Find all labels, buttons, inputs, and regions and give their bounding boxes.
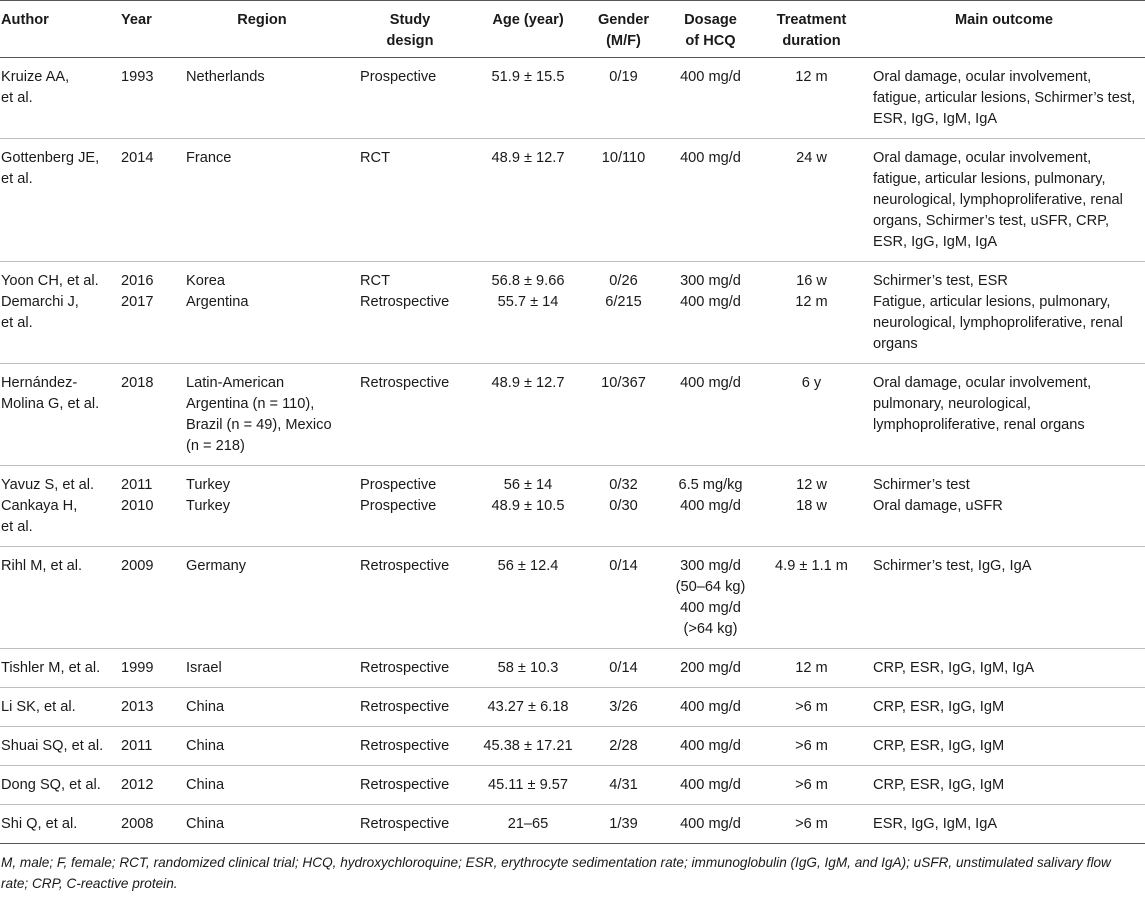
cell-dosage-line: 200 mg/d	[680, 660, 741, 676]
cell-treatment-duration-line: 24 w	[796, 150, 827, 166]
cell-age-line: 56.8 ± 9.66	[491, 273, 565, 289]
cell-study-design	[350, 727, 470, 766]
cell-author-line: Tishler M, et al.	[1, 660, 101, 676]
cell-age-line: 45.38 ± 17.21	[483, 738, 573, 754]
cell-year	[118, 139, 174, 262]
cell-author	[0, 688, 118, 727]
table-footnote	[0, 844, 1145, 894]
cell-year	[118, 58, 174, 139]
cell-main-outcome	[863, 649, 1145, 688]
cell-age	[470, 466, 586, 547]
cell-age-line: 48.9 ± 10.5	[491, 498, 565, 514]
cell-author	[0, 466, 118, 547]
cell-main-outcome-line: fatigue, articular lesions, Schirmer’s test,	[873, 90, 1136, 106]
cell-region	[174, 547, 350, 649]
cell-dosage-line: 300 mg/d	[680, 273, 741, 289]
cell-study-design-line: RCT	[360, 150, 390, 166]
cell-gender-line: 0/19	[609, 69, 638, 85]
cell-dosage-line: 400 mg/d	[680, 699, 741, 715]
cell-region-line: Korea	[186, 273, 225, 289]
cell-dosage-line: 400 mg/d	[680, 777, 741, 793]
cell-year-line: 2011	[121, 477, 153, 493]
cell-treatment-duration	[760, 688, 863, 727]
cell-treatment-duration-line: 4.9 ± 1.1 m	[775, 558, 848, 574]
cell-author	[0, 766, 118, 805]
header-dosage-line: of HCQ	[685, 33, 736, 49]
cell-gender-line: 0/14	[609, 558, 638, 574]
cell-main-outcome	[863, 727, 1145, 766]
cell-age	[470, 766, 586, 805]
header-duration-line: Treatment	[776, 12, 847, 28]
cell-author-line: Dong SQ, et al.	[1, 777, 101, 793]
cell-gender-line: 2/28	[609, 738, 638, 754]
cell-main-outcome-line: ESR, IgG, IgM, IgA	[873, 234, 998, 250]
table-row	[0, 805, 1145, 844]
cell-main-outcome-line: CRP, ESR, IgG, IgM	[873, 777, 1005, 793]
cell-gender	[586, 139, 661, 262]
cell-treatment-duration	[760, 727, 863, 766]
cell-age-line: 55.7 ± 14	[497, 294, 559, 310]
cell-study-design	[350, 766, 470, 805]
cell-author-line: et al.	[1, 519, 33, 535]
cell-region-line: Turkey	[186, 477, 231, 493]
cell-region-line: Argentina	[186, 294, 249, 310]
cell-study-design	[350, 262, 470, 364]
cell-study-design-line: Prospective	[360, 498, 437, 514]
cell-treatment-duration	[760, 466, 863, 547]
cell-author-line: Shuai SQ, et al.	[1, 738, 104, 754]
cell-author	[0, 364, 118, 466]
cell-study-design-line: Retrospective	[360, 816, 450, 832]
cell-year	[118, 649, 174, 688]
cell-study-design	[350, 58, 470, 139]
cell-main-outcome	[863, 58, 1145, 139]
cell-author-line: Cankaya H,	[1, 498, 78, 514]
cell-study-design-line: Prospective	[360, 477, 437, 493]
header-gender-line: Gender	[597, 12, 650, 28]
cell-author-line: Molina G, et al.	[1, 396, 100, 412]
cell-author-line: Yoon CH, et al.	[1, 273, 99, 289]
cell-treatment-duration	[760, 766, 863, 805]
header-region: Region	[174, 1, 350, 58]
cell-gender	[586, 364, 661, 466]
cell-main-outcome-line: Schirmer’s test, ESR	[873, 273, 1008, 289]
cell-age	[470, 547, 586, 649]
cell-study-design-line: Retrospective	[360, 660, 450, 676]
cell-treatment-duration-line: 12 m	[795, 660, 828, 676]
cell-region	[174, 688, 350, 727]
cell-gender-line: 3/26	[609, 699, 638, 715]
table-row	[0, 58, 1145, 139]
cell-main-outcome-line: ESR, IgG, IgM, IgA	[873, 111, 998, 127]
cell-region-line: Israel	[186, 660, 222, 676]
cell-dosage-line: 400 mg/d	[680, 738, 741, 754]
header-dosage	[661, 1, 760, 58]
cell-main-outcome-line: fatigue, articular lesions, pulmonary,	[873, 171, 1106, 187]
cell-year-line: 2011	[121, 738, 153, 754]
cell-year	[118, 727, 174, 766]
cell-main-outcome-line: Oral damage, uSFR	[873, 498, 1003, 514]
cell-study-design-line: Retrospective	[360, 294, 450, 310]
cell-author	[0, 649, 118, 688]
cell-treatment-duration-line: 16 w	[796, 273, 827, 289]
cell-region-line: France	[186, 150, 232, 166]
cell-age-line: 48.9 ± 12.7	[491, 150, 565, 166]
table-row	[0, 139, 1145, 262]
cell-region-line: China	[186, 777, 225, 793]
cell-dosage-line: 400 mg/d	[680, 69, 741, 85]
cell-gender-line: 4/31	[609, 777, 638, 793]
cell-year-line: 2013	[121, 699, 154, 715]
cell-main-outcome-line: pulmonary, neurological,	[873, 396, 1031, 412]
cell-region-line: Turkey	[186, 498, 231, 514]
cell-age	[470, 262, 586, 364]
cell-author	[0, 262, 118, 364]
cell-main-outcome-line: Fatigue, articular lesions, pulmonary,	[873, 294, 1111, 310]
cell-treatment-duration-line: 12 w	[796, 477, 827, 493]
cell-main-outcome	[863, 466, 1145, 547]
cell-gender	[586, 262, 661, 364]
cell-dosage-line: 400 mg/d	[680, 600, 741, 616]
cell-treatment-duration-line: >6 m	[795, 816, 828, 832]
cell-region-line: Argentina (n = 110),	[186, 396, 315, 412]
cell-treatment-duration-line: >6 m	[795, 738, 828, 754]
header-main-outcome: Main outcome	[863, 1, 1145, 58]
cell-year-line: 2017	[121, 294, 154, 310]
header-author: Author	[0, 1, 118, 58]
cell-main-outcome-line: CRP, ESR, IgG, IgM	[873, 738, 1005, 754]
cell-dosage	[661, 139, 760, 262]
cell-age-line: 56 ± 14	[503, 477, 553, 493]
cell-region	[174, 466, 350, 547]
cell-region-line: (n = 218)	[186, 438, 245, 454]
cell-age	[470, 649, 586, 688]
cell-region-line: China	[186, 816, 225, 832]
header-gender-line: (M/F)	[606, 33, 641, 49]
cell-age-line: 51.9 ± 15.5	[491, 69, 565, 85]
header-treatment-duration	[760, 1, 863, 58]
cell-main-outcome-line: lymphoproliferative, renal organs	[873, 417, 1085, 433]
cell-main-outcome	[863, 805, 1145, 844]
header-study-design-line: design	[386, 33, 434, 49]
cell-age-line: 43.27 ± 6.18	[487, 699, 569, 715]
cell-age-line: 58 ± 10.3	[497, 660, 559, 676]
cell-region-line: China	[186, 699, 225, 715]
cell-main-outcome-line: neurological, lymphoproliferative, renal	[873, 315, 1123, 331]
cell-dosage	[661, 688, 760, 727]
cell-year-line: 2014	[121, 150, 154, 166]
cell-main-outcome	[863, 547, 1145, 649]
cell-study-design-line: Retrospective	[360, 375, 450, 391]
cell-gender	[586, 727, 661, 766]
cell-year	[118, 688, 174, 727]
cell-age-line: 21–65	[507, 816, 549, 832]
cell-treatment-duration-line: >6 m	[795, 699, 828, 715]
cell-year	[118, 364, 174, 466]
cell-study-design-line: Retrospective	[360, 738, 450, 754]
cell-main-outcome	[863, 364, 1145, 466]
footnote-line: rate; CRP, C-reactive protein.	[1, 876, 178, 891]
cell-study-design-line: Retrospective	[360, 777, 450, 793]
table-row	[0, 364, 1145, 466]
cell-dosage-line: 400 mg/d	[680, 816, 741, 832]
cell-gender	[586, 649, 661, 688]
cell-year-line: 2018	[121, 375, 154, 391]
cell-author-line: et al.	[1, 90, 33, 106]
cell-gender-line: 10/110	[601, 150, 646, 166]
cell-region-line: China	[186, 738, 225, 754]
cell-dosage-line: (50–64 kg)	[675, 579, 746, 595]
cell-age-line: 45.11 ± 9.57	[488, 777, 568, 793]
cell-dosage	[661, 805, 760, 844]
cell-region	[174, 139, 350, 262]
cell-study-design	[350, 466, 470, 547]
cell-region-line: Latin-American	[186, 375, 285, 391]
cell-gender	[586, 688, 661, 727]
cell-age	[470, 139, 586, 262]
cell-dosage-line: 400 mg/d	[680, 150, 741, 166]
cell-treatment-duration	[760, 364, 863, 466]
cell-main-outcome-line: Schirmer’s test, IgG, IgA	[873, 558, 1032, 574]
cell-region	[174, 727, 350, 766]
table-row	[0, 547, 1145, 649]
cell-year	[118, 466, 174, 547]
cell-dosage	[661, 766, 760, 805]
cell-author-line: et al.	[1, 171, 33, 187]
cell-main-outcome-line: organs	[873, 336, 918, 352]
table-row	[0, 262, 1145, 364]
table-row	[0, 766, 1145, 805]
cell-author-line: Gottenberg JE,	[1, 150, 100, 166]
cell-gender	[586, 466, 661, 547]
cell-dosage-line: (>64 kg)	[683, 621, 738, 637]
table-row	[0, 688, 1145, 727]
cell-age	[470, 805, 586, 844]
cell-author-line: Rihl M, et al.	[1, 558, 83, 574]
cell-author	[0, 727, 118, 766]
cell-main-outcome	[863, 766, 1145, 805]
cell-dosage	[661, 466, 760, 547]
cell-study-design-line: Retrospective	[360, 558, 450, 574]
header-year: Year	[118, 1, 174, 58]
cell-main-outcome	[863, 262, 1145, 364]
cell-region	[174, 364, 350, 466]
cell-gender-line: 6/215	[605, 294, 642, 310]
cell-gender-line: 0/26	[609, 273, 638, 289]
cell-main-outcome-line: Oral damage, ocular involvement,	[873, 69, 1092, 85]
table-row	[0, 649, 1145, 688]
cell-author	[0, 139, 118, 262]
cell-age	[470, 688, 586, 727]
cell-region	[174, 262, 350, 364]
cell-year-line: 2010	[121, 498, 154, 514]
cell-region	[174, 805, 350, 844]
cell-age	[470, 58, 586, 139]
cell-author-line: Shi Q, et al.	[1, 816, 78, 832]
cell-region-line: Brazil (n = 49), Mexico	[186, 417, 332, 433]
header-gender	[586, 1, 661, 58]
cell-author-line: Li SK, et al.	[1, 699, 76, 715]
cell-treatment-duration	[760, 547, 863, 649]
header-duration-line: duration	[782, 33, 841, 49]
cell-year-line: 2012	[121, 777, 154, 793]
cell-author	[0, 805, 118, 844]
cell-treatment-duration	[760, 262, 863, 364]
table-row	[0, 727, 1145, 766]
cell-age-line: 56 ± 12.4	[497, 558, 559, 574]
cell-dosage-line: 6.5 mg/kg	[678, 477, 743, 493]
header-dosage-line: Dosage	[684, 12, 737, 28]
cell-gender-line: 0/32	[609, 477, 638, 493]
cell-treatment-duration	[760, 139, 863, 262]
cell-dosage-line: 300 mg/d	[680, 558, 741, 574]
cell-main-outcome-line: neurological, lymphoproliferative, renal	[873, 192, 1123, 208]
cell-dosage-line: 400 mg/d	[680, 294, 741, 310]
cell-study-design-line: RCT	[360, 273, 390, 289]
cell-study-design	[350, 364, 470, 466]
cell-year	[118, 262, 174, 364]
cell-year-line: 1993	[121, 69, 154, 85]
header-study-design-line: Study	[389, 12, 431, 28]
table-row	[0, 466, 1145, 547]
cell-year	[118, 766, 174, 805]
cell-main-outcome-line: Schirmer’s test	[873, 477, 970, 493]
cell-year-line: 1999	[121, 660, 154, 676]
cell-author-line: et al.	[1, 315, 33, 331]
cell-study-design	[350, 805, 470, 844]
footnote-line: M, male; F, female; RCT, randomized clinical trial; HCQ, hydroxychloroquine; ESR, erythrocyte sedimentation rate; immunoglobulin (IgG, IgM, and IgA); uSFR, unstimulated salivary flow	[1, 855, 1111, 870]
cell-study-design-line: Prospective	[360, 69, 437, 85]
cell-study-design	[350, 547, 470, 649]
cell-study-design	[350, 649, 470, 688]
cell-gender-line: 1/39	[609, 816, 638, 832]
cell-dosage	[661, 364, 760, 466]
cell-treatment-duration	[760, 58, 863, 139]
cell-author-line: Demarchi J,	[1, 294, 79, 310]
cell-main-outcome	[863, 139, 1145, 262]
cell-author-line: Kruize AA,	[1, 69, 70, 85]
cell-gender	[586, 766, 661, 805]
cell-dosage	[661, 262, 760, 364]
cell-main-outcome-line: Oral damage, ocular involvement,	[873, 375, 1092, 391]
cell-treatment-duration	[760, 805, 863, 844]
cell-gender-line: 10/367	[601, 375, 646, 391]
cell-gender-line: 0/30	[609, 498, 638, 514]
cell-age-line: 48.9 ± 12.7	[491, 375, 565, 391]
cell-year	[118, 547, 174, 649]
cell-year-line: 2008	[121, 816, 154, 832]
cell-author	[0, 547, 118, 649]
cell-gender	[586, 547, 661, 649]
cell-dosage	[661, 547, 760, 649]
cell-region	[174, 649, 350, 688]
cell-year-line: 2009	[121, 558, 154, 574]
cell-year	[118, 805, 174, 844]
cell-treatment-duration	[760, 649, 863, 688]
cell-dosage-line: 400 mg/d	[680, 498, 741, 514]
cell-treatment-duration-line: 12 m	[795, 294, 828, 310]
cell-treatment-duration-line: 6 y	[801, 375, 822, 391]
cell-treatment-duration-line: 18 w	[796, 498, 827, 514]
cell-main-outcome-line: CRP, ESR, IgG, IgM, IgA	[873, 660, 1035, 676]
cell-dosage	[661, 649, 760, 688]
cell-age	[470, 364, 586, 466]
header-study-design	[350, 1, 470, 58]
cell-study-design-line: Retrospective	[360, 699, 450, 715]
cell-main-outcome-line: ESR, IgG, IgM, IgA	[873, 816, 998, 832]
header-age: Age (year)	[470, 1, 586, 58]
cell-year-line: 2016	[121, 273, 154, 289]
cell-main-outcome	[863, 688, 1145, 727]
cell-dosage	[661, 727, 760, 766]
cell-study-design	[350, 688, 470, 727]
cell-study-design	[350, 139, 470, 262]
cell-age	[470, 727, 586, 766]
cell-gender	[586, 58, 661, 139]
cell-treatment-duration-line: >6 m	[795, 777, 828, 793]
cell-gender	[586, 805, 661, 844]
cell-region	[174, 58, 350, 139]
table-header	[0, 1, 1145, 58]
cell-main-outcome-line: CRP, ESR, IgG, IgM	[873, 699, 1005, 715]
cell-author-line: Yavuz S, et al.	[1, 477, 95, 493]
table-body	[0, 58, 1145, 844]
cell-gender-line: 0/14	[609, 660, 638, 676]
cell-region-line: Germany	[186, 558, 247, 574]
cell-region	[174, 766, 350, 805]
cell-treatment-duration-line: 12 m	[795, 69, 828, 85]
cell-region-line: Netherlands	[186, 69, 265, 85]
cell-dosage-line: 400 mg/d	[680, 375, 741, 391]
cell-main-outcome-line: Oral damage, ocular involvement,	[873, 150, 1092, 166]
cell-main-outcome-line: organs, Schirmer’s test, uSFR, CRP,	[873, 213, 1110, 229]
cell-author-line: Hernández-	[1, 375, 78, 391]
cell-dosage	[661, 58, 760, 139]
cell-author	[0, 58, 118, 139]
